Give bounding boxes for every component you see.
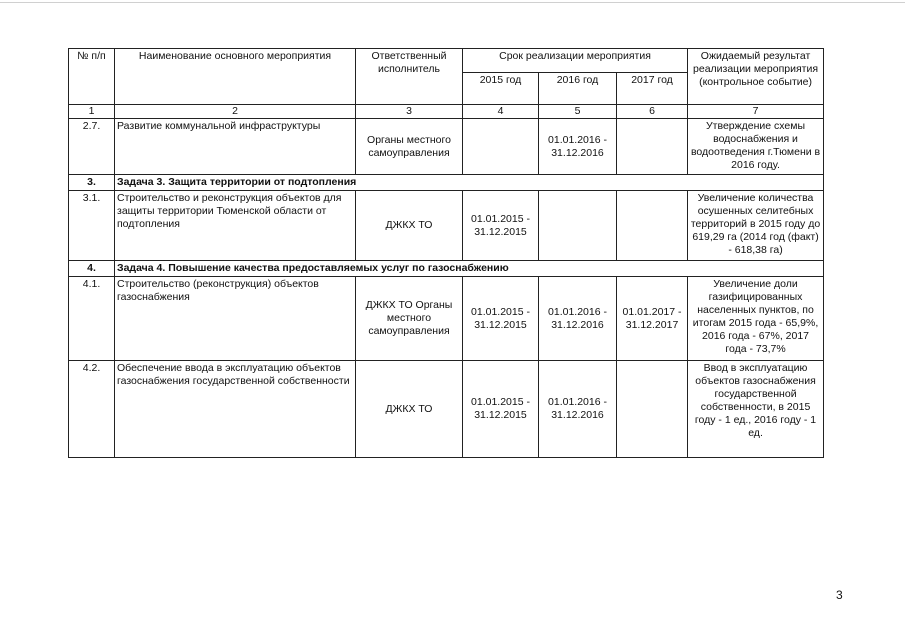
measures-table xyxy=(68,48,824,458)
row-2015: 01.01.2015 - 31.12.2015 xyxy=(463,277,539,361)
column-number: 1 xyxy=(69,105,115,119)
header-period: Срок реализации мероприятия xyxy=(463,49,688,73)
row-2017 xyxy=(617,119,688,175)
task-title: Задача 4. Повышение качества предоставляемых услуг по газоснабжению xyxy=(115,261,824,277)
row-executor: ДЖКХ ТО Органы местного самоуправления xyxy=(356,277,463,361)
column-number: 7 xyxy=(688,105,824,119)
row-2016 xyxy=(539,191,617,261)
header-name: Наименование основного мероприятия xyxy=(115,49,356,105)
row-result: Ввод в эксплуатацию объектов газоснабжения государственной собственности, в 2015 году - 1 ед., 2016 году - 1 ед. xyxy=(688,361,824,458)
row-executor: ДЖКХ ТО xyxy=(356,191,463,261)
row-name: Обеспечение ввода в эксплуатацию объектов газоснабжения государственной собственности xyxy=(115,361,356,458)
column-number: 3 xyxy=(356,105,463,119)
row-executor: ДЖКХ ТО xyxy=(356,361,463,458)
row-2015 xyxy=(463,119,539,175)
header-num: № п/п xyxy=(69,49,115,105)
row-2016: 01.01.2016 - 31.12.2016 xyxy=(539,277,617,361)
page-number: 3 xyxy=(836,588,843,602)
row-num: 4.2. xyxy=(69,361,115,458)
task-row xyxy=(69,261,824,277)
header-executor: Ответственный исполнитель xyxy=(356,49,463,105)
task-title: Задача 3. Защита территории от подтопления xyxy=(115,175,824,191)
row-result: Утверждение схемы водоснабжения и водоотведения г.Тюмени в 2016 году. xyxy=(688,119,824,175)
table-row xyxy=(69,191,824,261)
row-result: Увеличение количества осушенных селитебных территорий в 2015 году до 619,29 га (2014 год (факт) - 618,38 га) xyxy=(688,191,824,261)
row-2016: 01.01.2016 - 31.12.2016 xyxy=(539,119,617,175)
task-num: 4. xyxy=(69,261,115,277)
task-row xyxy=(69,175,824,191)
table-row xyxy=(69,361,824,458)
header-result: Ожидаемый результат реализации мероприятия (контрольное событие) xyxy=(688,49,824,105)
column-number: 2 xyxy=(115,105,356,119)
header-year-2016: 2016 год xyxy=(539,73,617,105)
scan-edge xyxy=(0,2,905,3)
column-number: 5 xyxy=(539,105,617,119)
table-row xyxy=(69,119,824,175)
column-number: 6 xyxy=(617,105,688,119)
row-2017 xyxy=(617,191,688,261)
row-executor: Органы местного самоуправления xyxy=(356,119,463,175)
header-year-2015: 2015 год xyxy=(463,73,539,105)
row-2017 xyxy=(617,361,688,458)
table-row xyxy=(69,277,824,361)
row-name: Строительство (реконструкция) объектов газоснабжения xyxy=(115,277,356,361)
row-num: 2.7. xyxy=(69,119,115,175)
row-num: 4.1. xyxy=(69,277,115,361)
row-2015: 01.01.2015 - 31.12.2015 xyxy=(463,361,539,458)
task-num: 3. xyxy=(69,175,115,191)
row-num: 3.1. xyxy=(69,191,115,261)
row-2017: 01.01.2017 - 31.12.2017 xyxy=(617,277,688,361)
row-name: Развитие коммунальной инфраструктуры xyxy=(115,119,356,175)
row-name: Строительство и реконструкция объектов для защиты территории Тюменской области от подтопления xyxy=(115,191,356,261)
header-year-2017: 2017 год xyxy=(617,73,688,105)
row-result: Увеличение доли газифицированных населенных пунктов, по итогам 2015 года - 65,9%, 2016 года - 67%, 2017 года - 73,7% xyxy=(688,277,824,361)
row-2015: 01.01.2015 - 31.12.2015 xyxy=(463,191,539,261)
row-2016: 01.01.2016 - 31.12.2016 xyxy=(539,361,617,458)
column-number: 4 xyxy=(463,105,539,119)
